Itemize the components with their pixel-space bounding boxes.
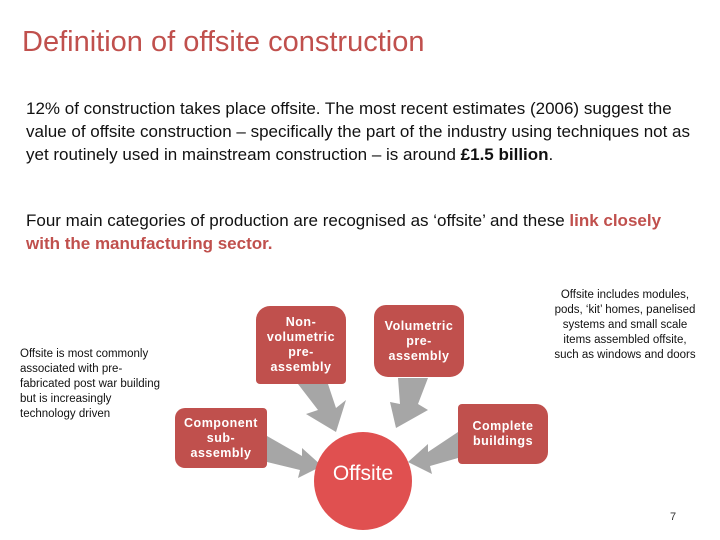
arrow-volumetric (390, 378, 428, 428)
arrow-complete (408, 432, 458, 474)
paragraph-categories-text: Four main categories of production are recognised as ‘offsite’ and these (26, 211, 570, 230)
category-component-label: Component sub-assembly (184, 415, 258, 460)
paragraph-estimates-text: 12% of construction takes place offsite. The most recent estimates (2006) suggest the value of offsite construction – specifically the part of the industry using techniques not as yet routinely used in mainstream construction – is around (26, 99, 691, 164)
slide-title: Definition of offsite construction (22, 26, 425, 58)
paragraph-estimates-end: . (548, 145, 554, 164)
category-volumetric-label: Volumetric pre-assembly (384, 318, 454, 363)
category-non-volumetric (256, 306, 346, 384)
paragraph-categories-highlight: link closely with the manufacturing sector. (26, 211, 662, 253)
category-complete-label: Complete buildings (472, 419, 534, 448)
category-non-volumetric-label: Non-volumetric pre-assembly (266, 315, 336, 374)
category-component (175, 408, 267, 468)
paragraph-estimates-value: £1.5 billion (460, 145, 549, 164)
arrow-nonvolumetric (298, 384, 346, 432)
category-complete (458, 404, 548, 464)
page-number: 7 (670, 511, 677, 523)
category-volumetric (374, 305, 464, 377)
note-left: Offsite is most commonly associated with pre-fabricated post war building but is increasingly technology driven (20, 348, 160, 420)
offsite-circle (314, 432, 412, 530)
offsite-label: Offsite (332, 462, 394, 485)
note-right: Offsite includes modules, pods, ‘kit’ homes, panelised systems and small scale items assembled offsite, such as windows and doors (554, 289, 696, 361)
